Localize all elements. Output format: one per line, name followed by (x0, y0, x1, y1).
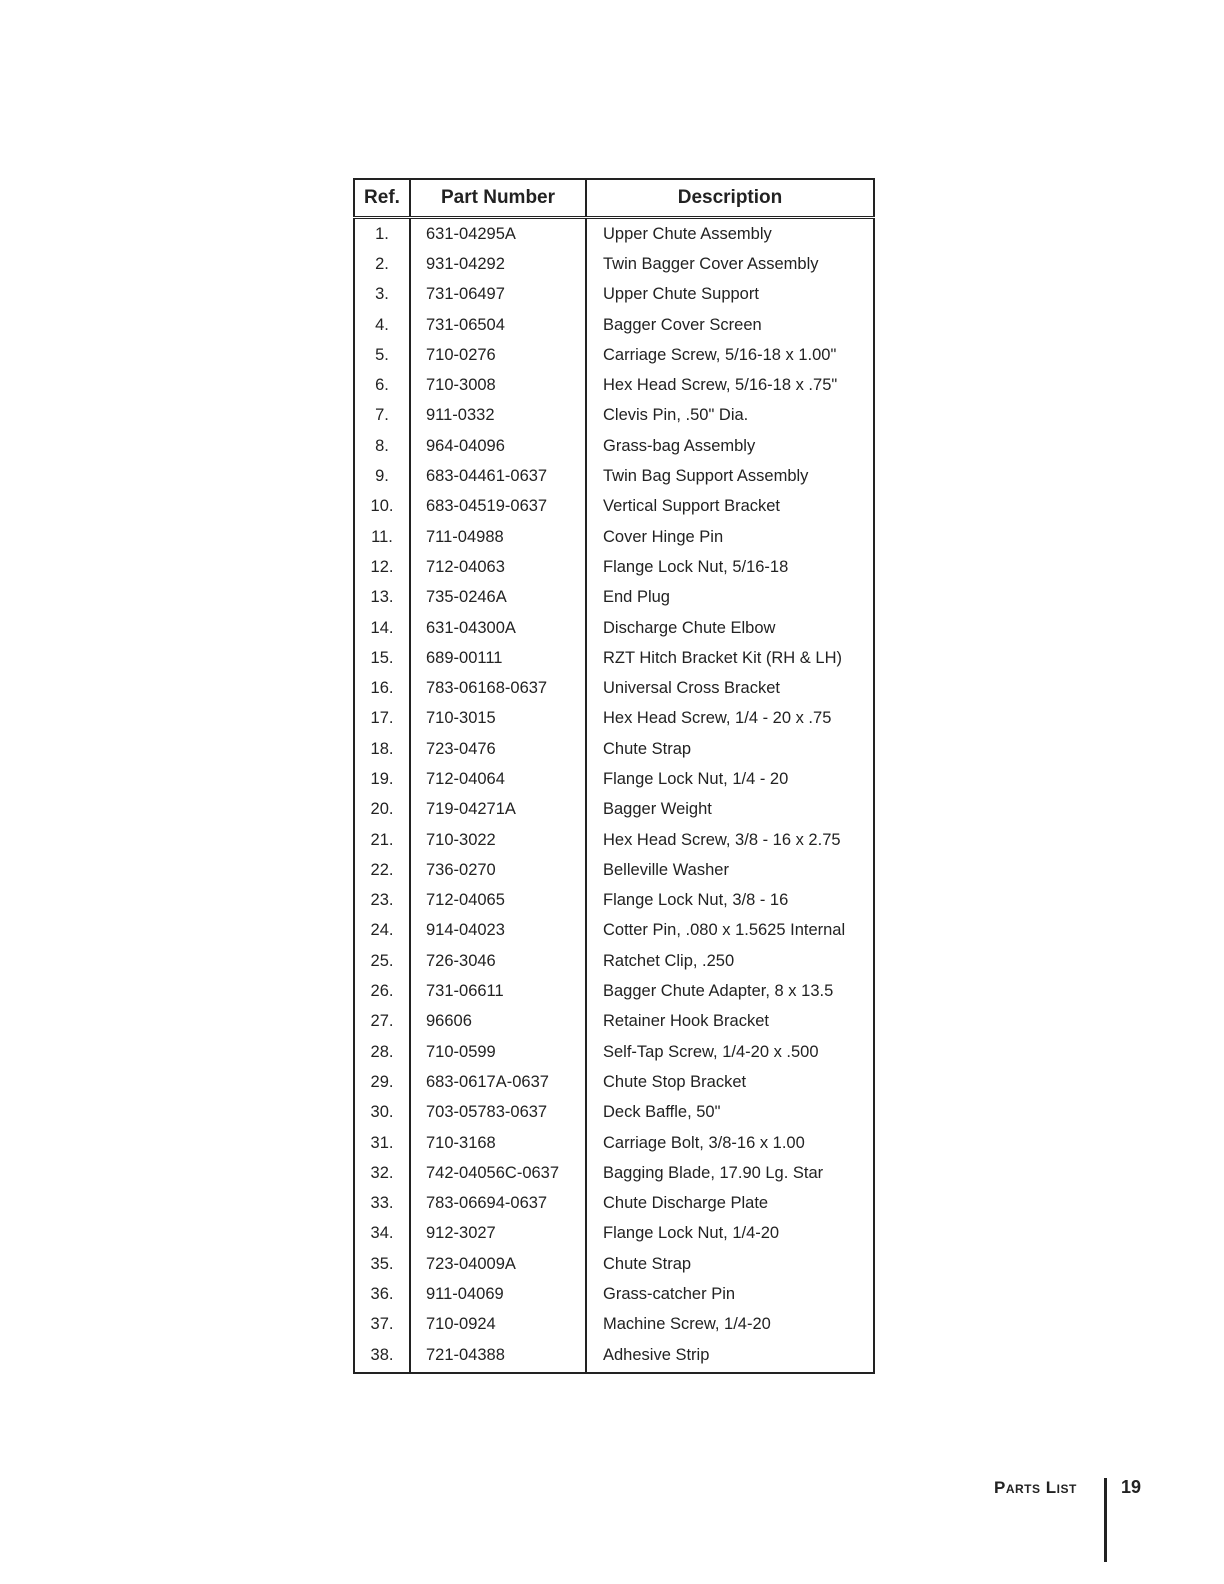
ref-cell: 21. (354, 825, 410, 855)
description-cell: Vertical Support Bracket (586, 492, 874, 522)
description-cell: Universal Cross Bracket (586, 673, 874, 703)
ref-cell: 18. (354, 734, 410, 764)
table-row (354, 492, 874, 522)
description-cell: Twin Bagger Cover Assembly (586, 249, 874, 279)
ref-cell: 24. (354, 916, 410, 946)
table-row (354, 522, 874, 552)
description-cell: Deck Baffle, 50" (586, 1098, 874, 1128)
table-row (354, 1279, 874, 1309)
description-cell: RZT Hitch Bracket Kit (RH & LH) (586, 643, 874, 673)
description-cell: Cotter Pin, .080 x 1.5625 Internal (586, 916, 874, 946)
part-number-cell: 703-05783-0637 (410, 1098, 586, 1128)
description-cell: Carriage Bolt, 3/8-16 x 1.00 (586, 1128, 874, 1158)
ref-cell: 11. (354, 522, 410, 552)
table-row (354, 795, 874, 825)
description-cell: Hex Head Screw, 1/4 - 20 x .75 (586, 704, 874, 734)
ref-cell: 19. (354, 764, 410, 794)
description-cell: Clevis Pin, .50" Dia. (586, 401, 874, 431)
ref-cell: 35. (354, 1249, 410, 1279)
description-cell: Chute Discharge Plate (586, 1189, 874, 1219)
table-row (354, 734, 874, 764)
part-number-cell: 712-04064 (410, 764, 586, 794)
ref-cell: 7. (354, 401, 410, 431)
part-number-cell: 911-04069 (410, 1279, 586, 1309)
ref-cell: 22. (354, 855, 410, 885)
ref-cell: 8. (354, 431, 410, 461)
description-cell: Retainer Hook Bracket (586, 1007, 874, 1037)
description-cell: Flange Lock Nut, 1/4 - 20 (586, 764, 874, 794)
table-row (354, 1067, 874, 1097)
description-cell: Upper Chute Assembly (586, 218, 874, 250)
description-cell: Hex Head Screw, 3/8 - 16 x 2.75 (586, 825, 874, 855)
ref-cell: 36. (354, 1279, 410, 1309)
description-cell: End Plug (586, 583, 874, 613)
parts-table (353, 178, 875, 1374)
table-row (354, 1007, 874, 1037)
table-row (354, 916, 874, 946)
part-number-cell: 683-0617A-0637 (410, 1067, 586, 1097)
ref-cell: 12. (354, 552, 410, 582)
part-number-cell: 712-04065 (410, 886, 586, 916)
table-row (354, 401, 874, 431)
table-row (354, 1189, 874, 1219)
description-cell: Adhesive Strip (586, 1340, 874, 1373)
table-row (354, 1219, 874, 1249)
table-row (354, 946, 874, 976)
ref-column-header: Ref. (354, 179, 410, 218)
table-row (354, 886, 874, 916)
part-number-cell: 731-06504 (410, 310, 586, 340)
ref-cell: 25. (354, 946, 410, 976)
table-row (354, 1158, 874, 1188)
part-number-cell: 964-04096 (410, 431, 586, 461)
description-column-header: Description (586, 179, 874, 218)
ref-cell: 27. (354, 1007, 410, 1037)
ref-cell: 3. (354, 280, 410, 310)
description-cell: Bagging Blade, 17.90 Lg. Star (586, 1158, 874, 1188)
part-number-cell: 783-06694-0637 (410, 1189, 586, 1219)
ref-cell: 33. (354, 1189, 410, 1219)
part-number-cell: 914-04023 (410, 916, 586, 946)
part-number-cell: 712-04063 (410, 552, 586, 582)
ref-cell: 32. (354, 1158, 410, 1188)
table-row (354, 1340, 874, 1373)
parts-table-body (354, 218, 874, 1374)
table-row (354, 976, 874, 1006)
part-number-cell: 710-3015 (410, 704, 586, 734)
description-cell: Machine Screw, 1/4-20 (586, 1310, 874, 1340)
part-number-cell: 711-04988 (410, 522, 586, 552)
table-row (354, 1128, 874, 1158)
table-row (354, 855, 874, 885)
ref-cell: 10. (354, 492, 410, 522)
description-cell: Flange Lock Nut, 1/4-20 (586, 1219, 874, 1249)
ref-cell: 13. (354, 583, 410, 613)
ref-cell: 28. (354, 1037, 410, 1067)
table-row (354, 461, 874, 491)
part-number-cell: 931-04292 (410, 249, 586, 279)
description-cell: Hex Head Screw, 5/16-18 x .75" (586, 370, 874, 400)
part-number-cell: 911-0332 (410, 401, 586, 431)
ref-cell: 29. (354, 1067, 410, 1097)
table-row (354, 643, 874, 673)
description-cell: Belleville Washer (586, 855, 874, 885)
description-cell: Flange Lock Nut, 5/16-18 (586, 552, 874, 582)
ref-cell: 38. (354, 1340, 410, 1373)
description-cell: Discharge Chute Elbow (586, 613, 874, 643)
description-cell: Twin Bag Support Assembly (586, 461, 874, 491)
description-cell: Chute Stop Bracket (586, 1067, 874, 1097)
ref-cell: 2. (354, 249, 410, 279)
ref-cell: 9. (354, 461, 410, 491)
ref-cell: 23. (354, 886, 410, 916)
description-cell: Chute Strap (586, 1249, 874, 1279)
ref-cell: 37. (354, 1310, 410, 1340)
table-row (354, 1310, 874, 1340)
description-cell: Grass-catcher Pin (586, 1279, 874, 1309)
ref-cell: 6. (354, 370, 410, 400)
part-number-cell: 710-0599 (410, 1037, 586, 1067)
part-number-cell: 683-04519-0637 (410, 492, 586, 522)
table-row (354, 704, 874, 734)
table-row (354, 280, 874, 310)
footer-divider (1104, 1478, 1107, 1562)
table-row (354, 552, 874, 582)
ref-cell: 17. (354, 704, 410, 734)
description-cell: Ratchet Clip, .250 (586, 946, 874, 976)
part-number-cell: 719-04271A (410, 795, 586, 825)
ref-cell: 1. (354, 218, 410, 250)
ref-cell: 20. (354, 795, 410, 825)
table-row (354, 764, 874, 794)
part-number-cell: 721-04388 (410, 1340, 586, 1373)
part-number-cell: 710-0276 (410, 340, 586, 370)
part-number-cell: 723-0476 (410, 734, 586, 764)
description-cell: Cover Hinge Pin (586, 522, 874, 552)
part-number-cell: 689-00111 (410, 643, 586, 673)
description-cell: Bagger Cover Screen (586, 310, 874, 340)
part-number-cell: 710-3008 (410, 370, 586, 400)
part-number-cell: 735-0246A (410, 583, 586, 613)
table-row (354, 370, 874, 400)
description-cell: Self-Tap Screw, 1/4-20 x .500 (586, 1037, 874, 1067)
part-number-cell: 710-3022 (410, 825, 586, 855)
part-number-cell: 726-3046 (410, 946, 586, 976)
part-number-cell: 96606 (410, 1007, 586, 1037)
ref-cell: 4. (354, 310, 410, 340)
table-row (354, 431, 874, 461)
description-cell: Flange Lock Nut, 3/8 - 16 (586, 886, 874, 916)
table-row (354, 310, 874, 340)
table-row (354, 340, 874, 370)
part-number-cell: 731-06497 (410, 280, 586, 310)
ref-cell: 26. (354, 976, 410, 1006)
part-number-cell: 631-04300A (410, 613, 586, 643)
section-label: Parts List (994, 1478, 1077, 1497)
part-number-cell: 742-04056C-0637 (410, 1158, 586, 1188)
table-row (354, 613, 874, 643)
ref-cell: 31. (354, 1128, 410, 1158)
description-cell: Grass-bag Assembly (586, 431, 874, 461)
page-number: 19 (1121, 1477, 1142, 1497)
part-number-cell: 723-04009A (410, 1249, 586, 1279)
ref-cell: 5. (354, 340, 410, 370)
part-number-cell: 710-0924 (410, 1310, 586, 1340)
table-row (354, 583, 874, 613)
table-row (354, 249, 874, 279)
table-row (354, 673, 874, 703)
part-number-cell: 736-0270 (410, 855, 586, 885)
table-row (354, 1249, 874, 1279)
table-row (354, 1037, 874, 1067)
part-number-cell: 710-3168 (410, 1128, 586, 1158)
ref-cell: 34. (354, 1219, 410, 1249)
ref-cell: 14. (354, 613, 410, 643)
description-cell: Bagger Weight (586, 795, 874, 825)
part-number-cell: 731-06611 (410, 976, 586, 1006)
ref-cell: 16. (354, 673, 410, 703)
table-row (354, 825, 874, 855)
table-row (354, 218, 874, 250)
description-cell: Carriage Screw, 5/16-18 x 1.00" (586, 340, 874, 370)
part-number-column-header: Part Number (410, 179, 586, 218)
description-cell: Chute Strap (586, 734, 874, 764)
part-number-cell: 912-3027 (410, 1219, 586, 1249)
description-cell: Upper Chute Support (586, 280, 874, 310)
ref-cell: 15. (354, 643, 410, 673)
ref-cell: 30. (354, 1098, 410, 1128)
table-row (354, 1098, 874, 1128)
description-cell: Bagger Chute Adapter, 8 x 13.5 (586, 976, 874, 1006)
table-header-row (354, 179, 874, 218)
part-number-cell: 783-06168-0637 (410, 673, 586, 703)
part-number-cell: 631-04295A (410, 218, 586, 250)
part-number-cell: 683-04461-0637 (410, 461, 586, 491)
